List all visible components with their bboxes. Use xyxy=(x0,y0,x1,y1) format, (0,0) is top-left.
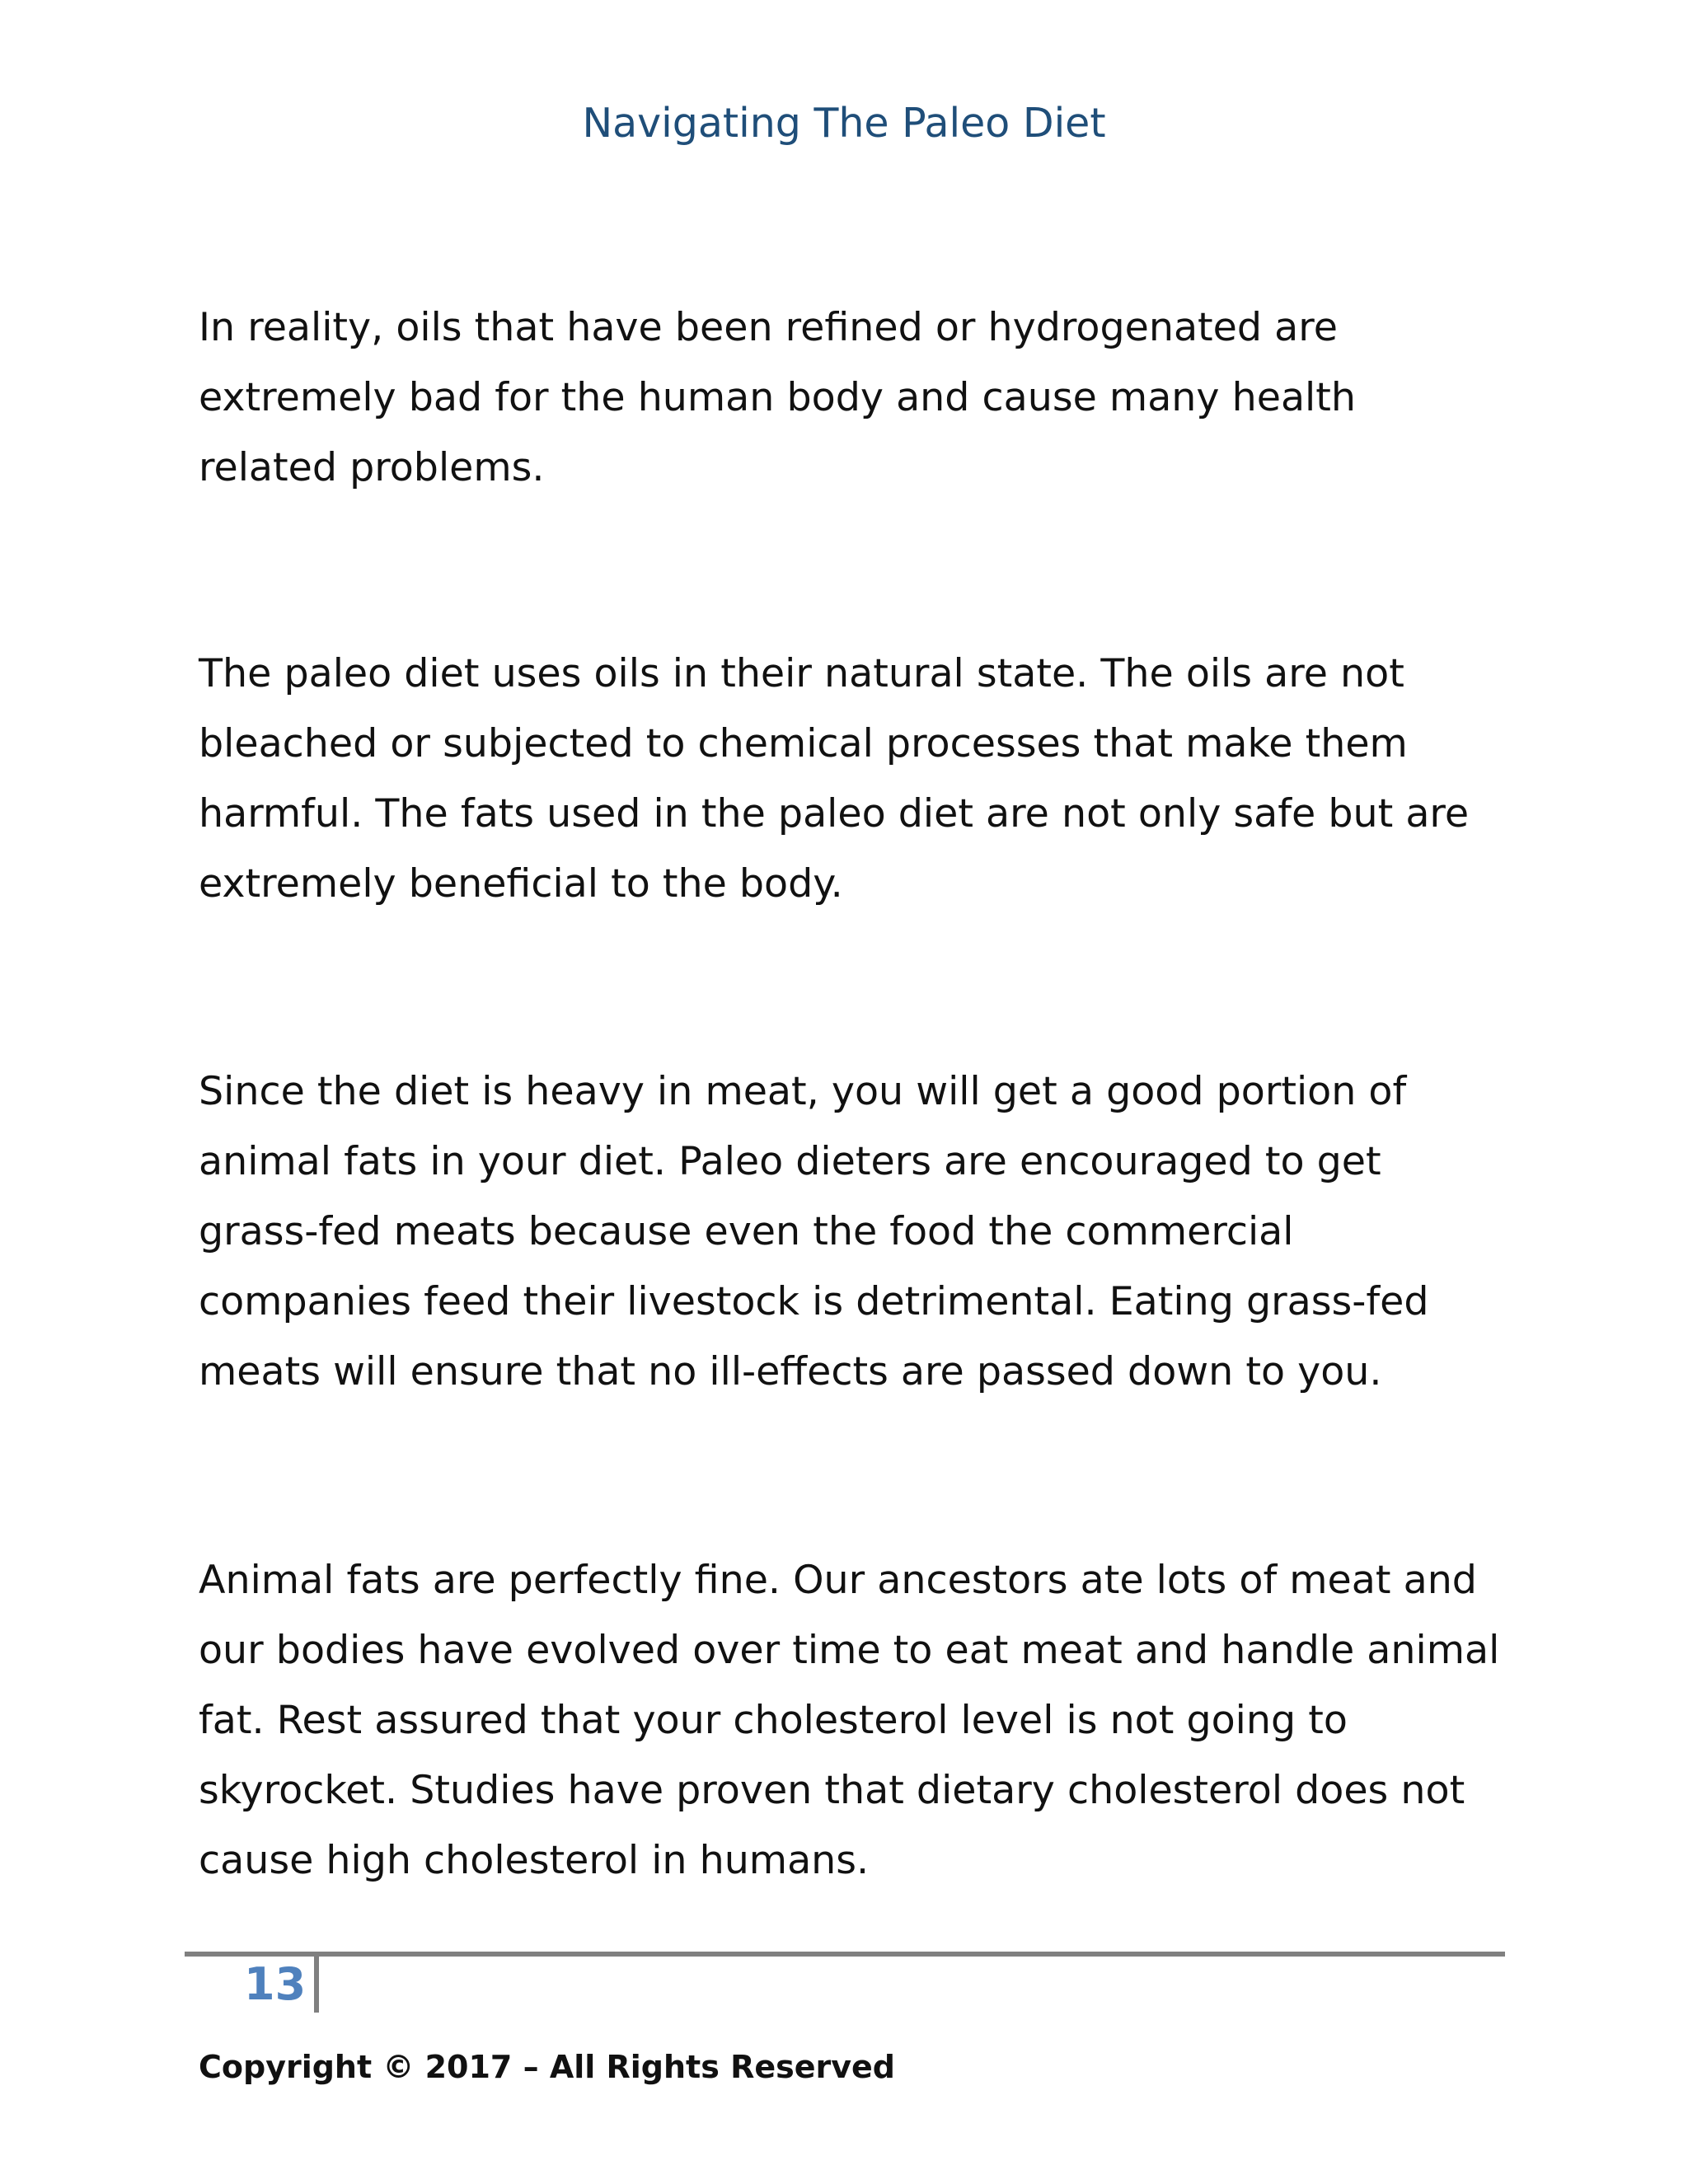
footer-divider xyxy=(185,1952,1505,1957)
paragraph-line: our bodies have evolved over time to eat meat and handle animal xyxy=(199,1628,1500,1673)
paragraph xyxy=(199,1057,1517,1407)
page-number-divider xyxy=(314,1957,319,2013)
paragraph-line: companies feed their livestock is detrimental. Eating grass-fed xyxy=(199,1279,1429,1324)
paragraph-line: The paleo diet uses oils in their natural state. The oils are not xyxy=(199,651,1404,696)
paragraph-line: cause high cholesterol in humans. xyxy=(199,1838,870,1883)
paragraph-line: grass-fed meats because even the food the commercial xyxy=(199,1209,1294,1254)
paragraph-line: bleached or subjected to chemical processes that make them xyxy=(199,721,1408,766)
page-header-title: Navigating The Paleo Diet xyxy=(582,100,1106,147)
paragraph-line: Since the diet is heavy in meat, you will get a good portion of xyxy=(199,1069,1407,1114)
paragraph-line: related problems. xyxy=(199,445,545,490)
paragraph-line: In reality, oils that have been refined or hydrogenated are xyxy=(199,305,1338,350)
paragraph-line: fat. Rest assured that your cholesterol level is not going to xyxy=(199,1698,1348,1743)
copyright-notice: Copyright © 2017 – All Rights Reserved xyxy=(199,2049,895,2085)
paragraph xyxy=(199,1545,1517,1896)
paragraph-line: harmful. The fats used in the paleo diet are not only safe but are xyxy=(199,791,1470,837)
paragraph-line: extremely beneficial to the body. xyxy=(199,861,843,907)
paragraph xyxy=(199,293,1517,503)
page-number-block xyxy=(244,1957,319,2013)
paragraph-line: extremely bad for the human body and cause many health xyxy=(199,375,1356,420)
page-number: 13 xyxy=(244,1958,307,2010)
paragraph-line: meats will ensure that no ill-effects are passed down to you. xyxy=(199,1349,1382,1394)
paragraph xyxy=(199,639,1517,919)
paragraph-line: skyrocket. Studies have proven that dietary cholesterol does not xyxy=(199,1768,1465,1813)
paragraph-line: Animal fats are perfectly fine. Our ancestors ate lots of meat and xyxy=(199,1558,1477,1603)
paragraph-line: animal fats in your diet. Paleo dieters are encouraged to get xyxy=(199,1139,1381,1184)
